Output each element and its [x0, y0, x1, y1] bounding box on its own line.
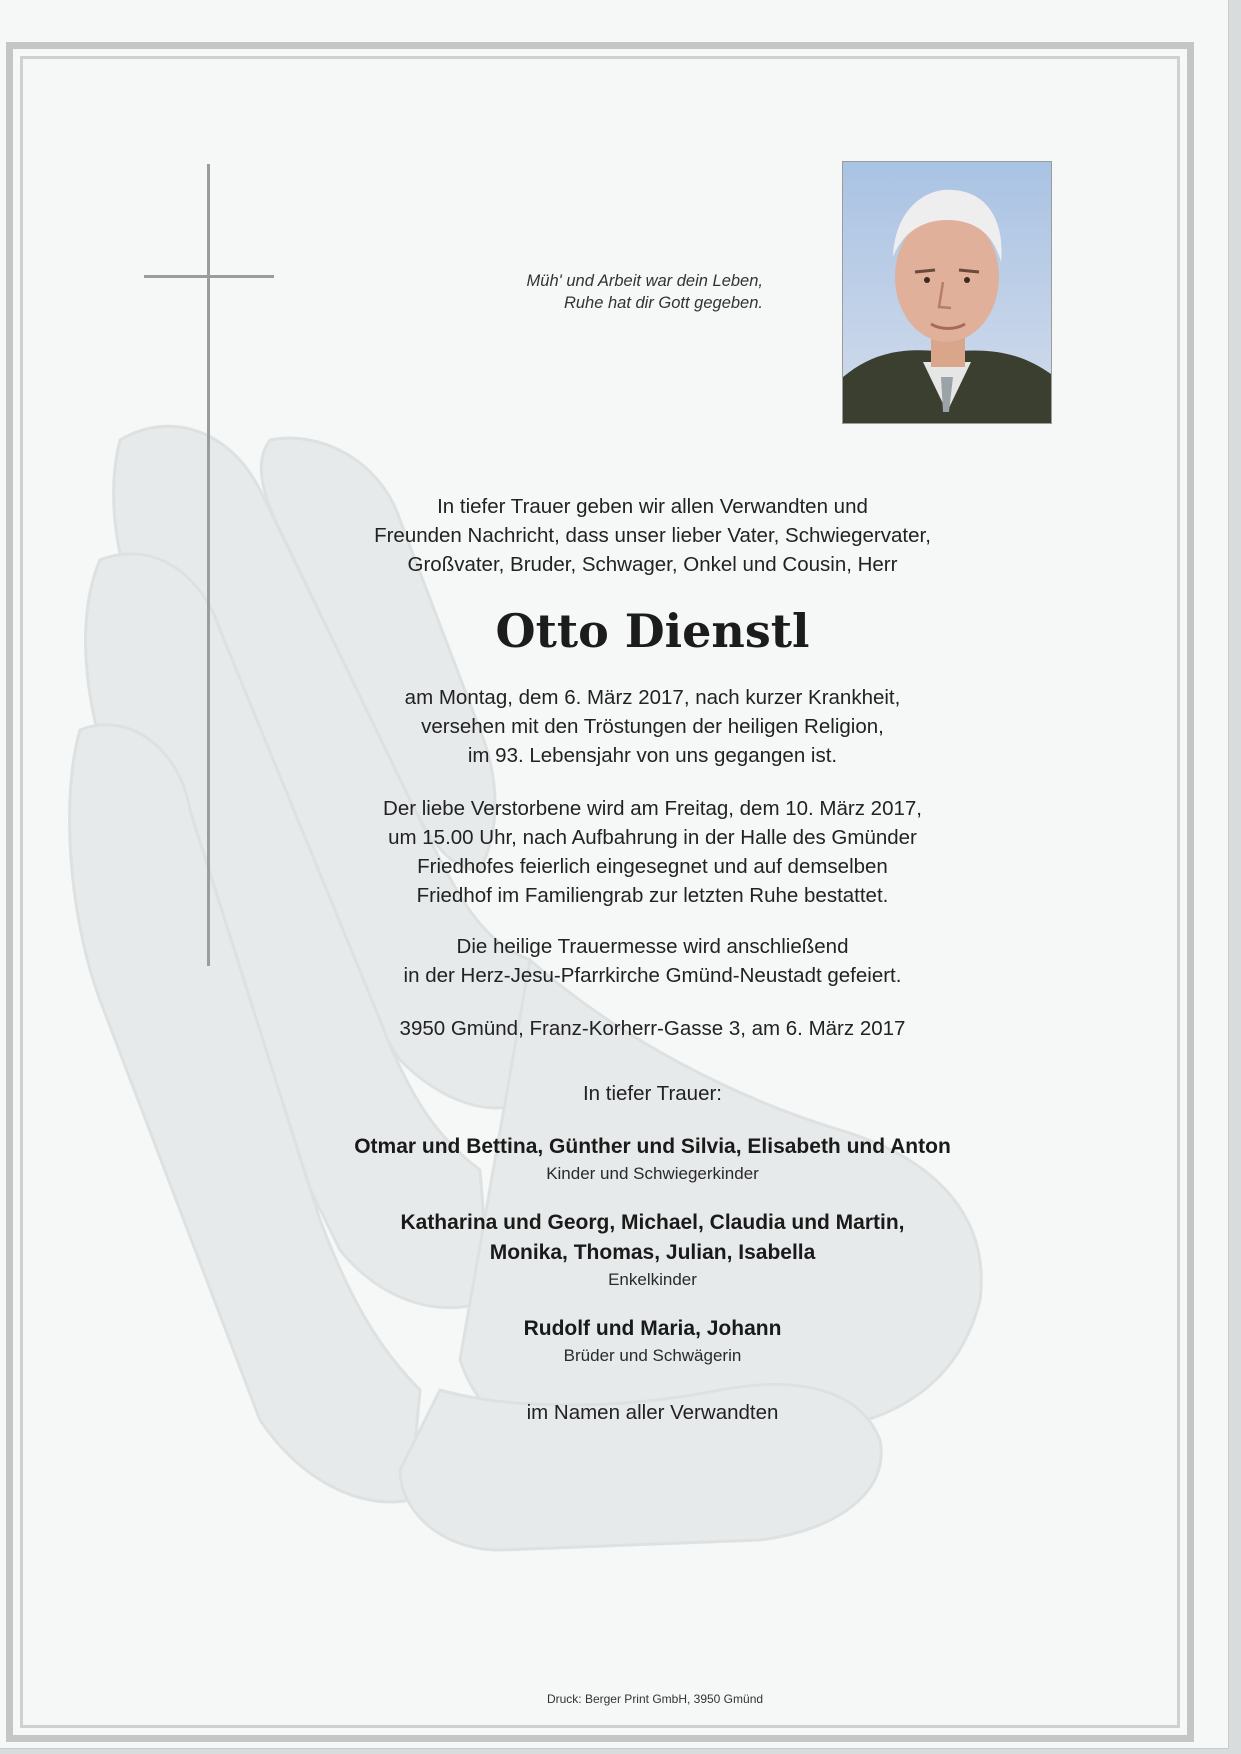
intro-line-2: Freunden Nachricht, dass unser lieber Vater, Schwiegervater, [374, 524, 931, 547]
grandchildren-label: Enkelkinder [608, 1270, 697, 1289]
mass-line-2: in der Herz-Jesu-Pfarrkirche Gmünd-Neustadt gefeiert. [403, 964, 902, 987]
motto-verse [420, 270, 763, 314]
death-notice-line-2: versehen mit den Tröstungen der heiligen Religion, [421, 715, 884, 738]
funeral-line-1: Der liebe Verstorbene wird am Freitag, dem 10. März 2017, [383, 797, 922, 820]
death-notice-line-1: am Montag, dem 6. März 2017, nach kurzer Krankheit, [404, 686, 901, 709]
mass-line-1: Die heilige Trauermesse wird anschließend [456, 935, 849, 958]
portrait-photo [842, 161, 1052, 424]
address-date: 3950 Gmünd, Franz-Korherr-Gasse 3, am 6. März 2017 [399, 1017, 906, 1040]
children-label: Kinder und Schwiegerkinder [546, 1164, 759, 1183]
motto-line-1: Müh' und Arbeit war dein Leben, [526, 272, 763, 290]
siblings-label: Brüder und Schwägerin [563, 1346, 742, 1365]
grandchildren-line-1: Katharina und Georg, Michael, Claudia und Martin, [400, 1211, 905, 1234]
siblings-names: Rudolf und Maria, Johann [523, 1317, 782, 1340]
motto-line-2: Ruhe hat dir Gott gegeben. [563, 294, 763, 312]
cross-vertical-bar [207, 164, 210, 966]
death-notice-line-3: im 93. Lebensjahr von uns gegangen ist. [467, 744, 838, 767]
funeral-line-3: Friedhofes feierlich eingesegnet und auf demselben [417, 855, 888, 878]
intro-line-1: In tiefer Trauer geben wir allen Verwandten und [437, 495, 868, 518]
notice-body [230, 490, 1075, 1427]
funeral-line-2: um 15.00 Uhr, nach Aufbahrung in der Halle des Gmünder [388, 826, 917, 849]
deceased-name: Otto Dienstl [495, 604, 810, 658]
intro-line-3: Großvater, Bruder, Schwager, Onkel und Cousin, Herr [407, 553, 898, 576]
printer-credit: Druck: Berger Print GmbH, 3950 Gmünd [546, 1692, 764, 1706]
grandchildren-line-2: Monika, Thomas, Julian, Isabella [489, 1241, 816, 1264]
funeral-line-4: Friedhof im Familiengrab zur letzten Ruhe bestattet. [416, 884, 889, 907]
mourning-heading: In tiefer Trauer: [582, 1082, 722, 1105]
children-names: Otmar und Bettina, Günther und Silvia, Elisabeth und Anton [354, 1135, 951, 1158]
cross-horizontal-bar [144, 275, 274, 278]
closing-line: im Namen aller Verwandten [526, 1401, 779, 1424]
